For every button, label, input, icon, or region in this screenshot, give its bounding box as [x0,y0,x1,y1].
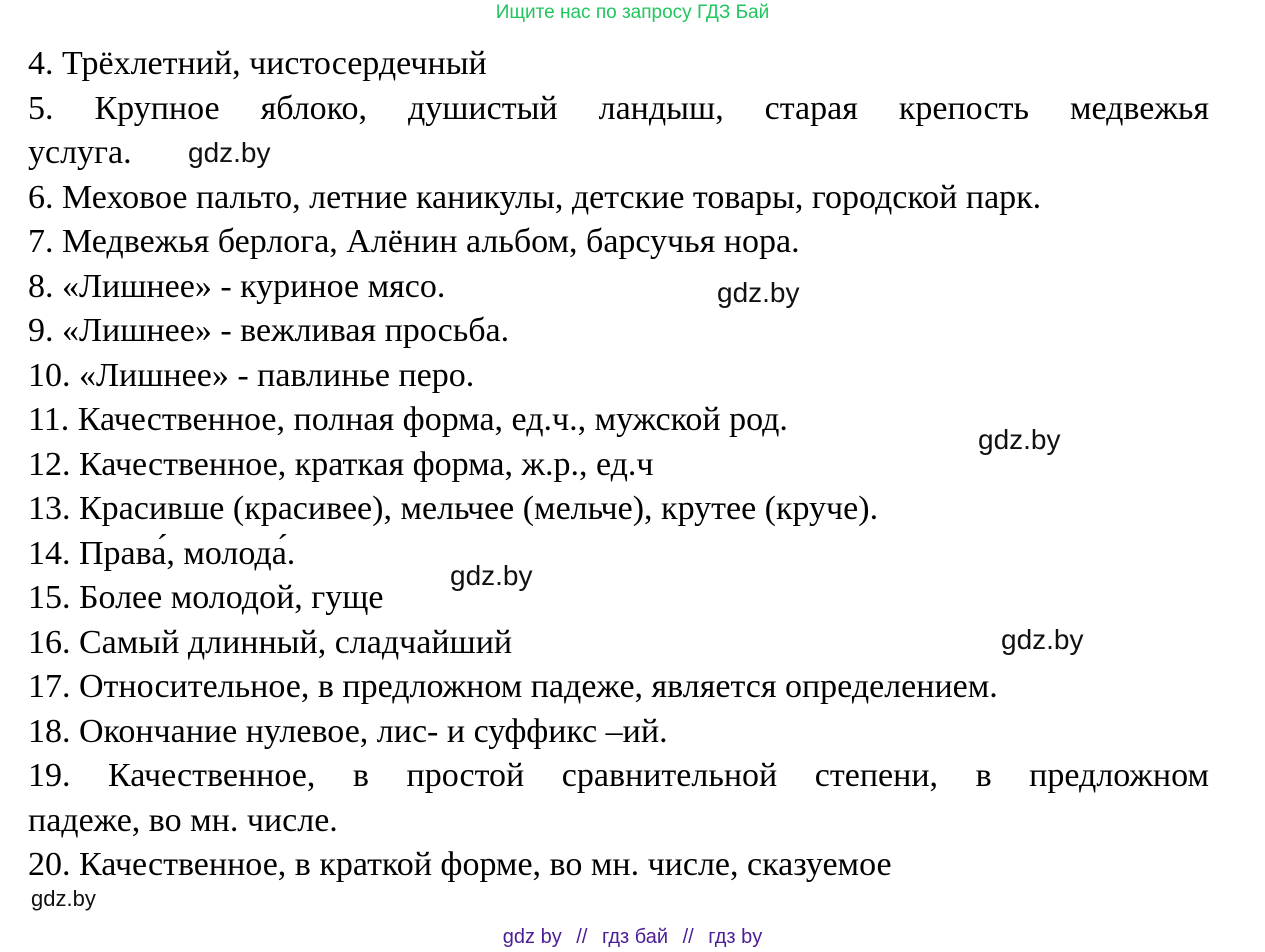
watermark: gdz.by [188,137,271,168]
answer-line: 8. «Лишнее» - куриное мясо. [28,267,446,305]
answer-line: 10. «Лишнее» - павлинье перо. [28,356,475,394]
footer-separator: // [682,926,694,948]
answer-line: 18. Окончание нулевое, лис- и суффикс –ий. [28,712,668,750]
answer-line: 17. Относительное, в предложном падеже, является определением. [28,668,998,705]
answer-line: 5. Крупное яблоко, душистый ландыш, старая крепость медвежья [28,89,1209,127]
answer-line: 14. Права́, молода́. [28,534,296,572]
answer-line: 6. Меховое пальто, летние каникулы, детские товары, городской парк. [28,178,1042,216]
answer-line: услуга. [28,134,132,171]
watermark: gdz.by [978,424,1061,455]
answer-line: 4. Трёхлетний, чистосердечный [28,45,487,82]
watermark: gdz.by [450,560,533,591]
footer-link-gdz-bai[interactable]: гдз бай [601,926,669,948]
watermark: gdz.by [1001,624,1084,655]
answer-line: 7. Медвежья берлога, Алёнин альбом, барсучья нора. [28,223,800,260]
watermark: gdz.by [31,886,96,911]
watermark: gdz.by [717,277,800,308]
footer-link-gdz-by-ru[interactable]: гдз by [708,926,763,948]
top-banner [0,0,1265,26]
footer-link-gdz-by[interactable]: gdz by [502,926,562,948]
answer-line: 13. Красивше (красивее), мельчее (мельче), крутее (круче). [28,490,879,527]
answer-line: падеже, во мн. числе. [28,801,338,839]
footer-separator: // [576,926,588,948]
answer-line: 19. Качественное, в простой сравнительной степени, в предложном [28,757,1209,794]
footer-links [0,924,1265,950]
answer-line: 11. Качественное, полная форма, ед.ч., мужской род. [28,401,788,438]
answer-line: 9. «Лишнее» - вежливая просьба. [28,312,510,349]
banner-text: Ищите нас по запросу ГДЗ Бай [495,2,770,23]
answer-line: 20. Качественное, в краткой форме, во мн. числе, сказуемое [28,846,892,883]
answer-line: 15. Более молодой, гуще [28,579,384,616]
answer-line: 16. Самый длинный, сладчайший [28,623,513,661]
answer-line: 12. Качественное, краткая форма, ж.р., ед.ч [28,445,654,483]
